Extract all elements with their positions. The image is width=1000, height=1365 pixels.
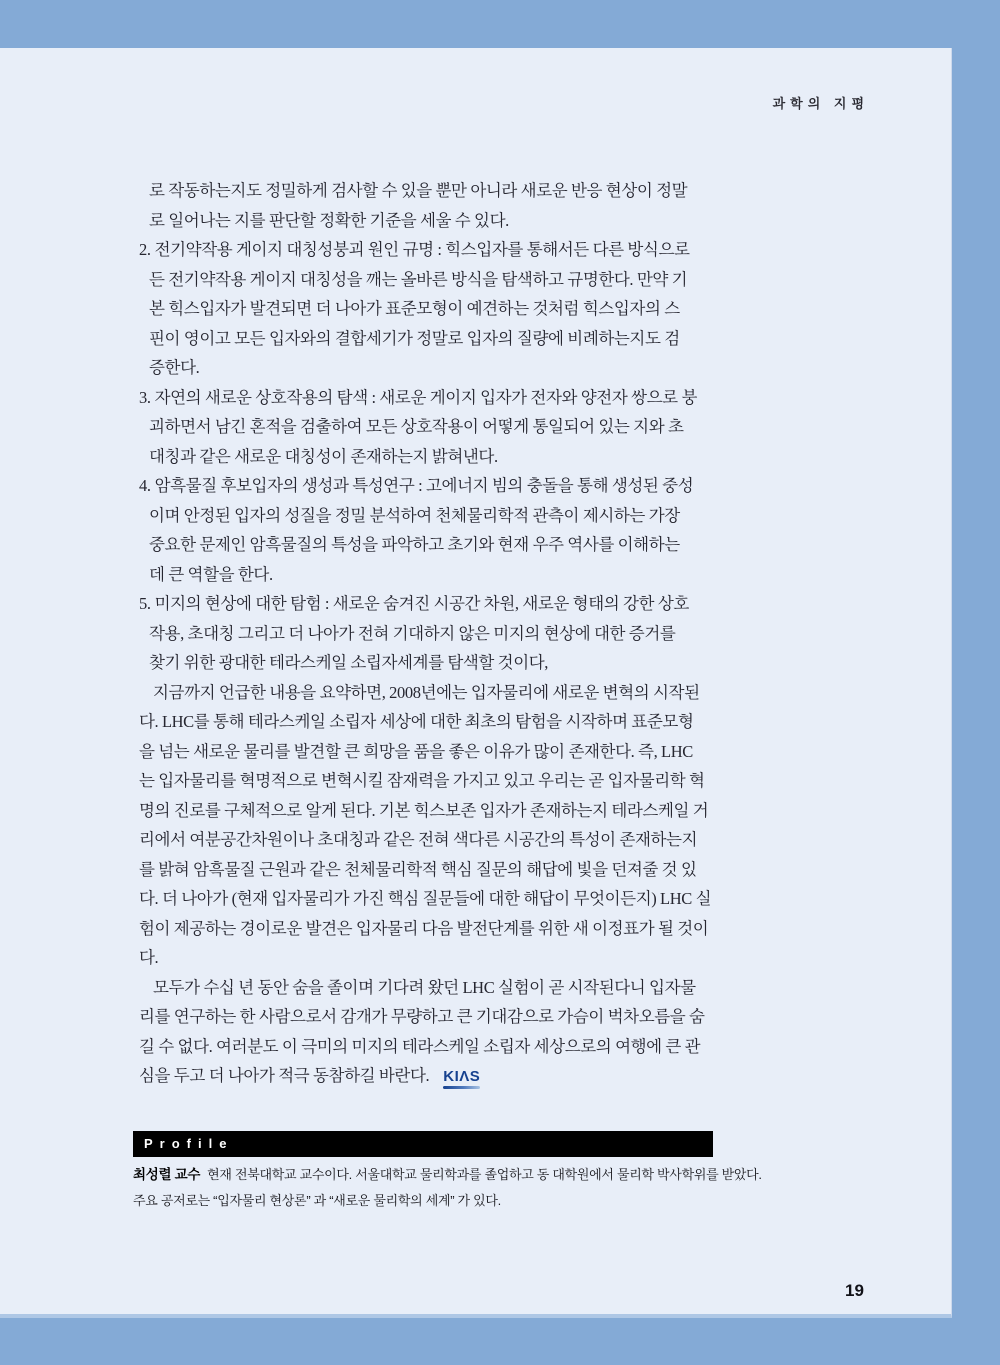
- kias-logo: [443, 1069, 480, 1089]
- list-item-number: 4.: [139, 476, 151, 495]
- text-line-content: 다. LHC를 통해 테라스케일 소립자 세상에 대한 최초의 탐험을 시작하며 표준모형: [139, 712, 694, 731]
- text-line: [139, 1002, 739, 1032]
- list-item-number: 2.: [139, 240, 151, 259]
- text-line: [139, 737, 739, 767]
- text-line: [139, 442, 739, 472]
- text-line-content: 든 전기약작용 게이지 대칭성을 깨는 올바른 방식을 탐색하고 규명한다. 만약 기: [149, 269, 688, 289]
- text-line-content: 작용, 초대칭 그리고 더 나아가 전혀 기대하지 않은 미지의 현상에 대한 증거를: [149, 623, 676, 643]
- text-line: [139, 383, 739, 413]
- kias-logo-text: KIΛS: [443, 1068, 481, 1085]
- text-line-content: 핀이 영이고 모든 입자와의 결합세기가 정말로 입자의 질량에 비례하는지도 검: [149, 328, 680, 348]
- text-line: [139, 766, 739, 796]
- text-line-content: 로 일어나는 지를 판단할 정확한 기준을 세울 수 있다.: [149, 210, 509, 230]
- text-line-content: 중요한 문제인 암흑물질의 특성을 파악하고 초기와 현재 우주 역사를 이해하는: [149, 535, 680, 554]
- text-line: [139, 176, 739, 206]
- list-item-number: 3.: [139, 387, 151, 407]
- text-line-content: 을 넘는 새로운 물리를 발견할 큰 희망을 품을 좋은 이유가 많이 존재한다. 즉, LHC: [139, 741, 693, 761]
- profile-line-2: 주요 공저로는 “입자물리 현상론” 과 “새로운 물리학의 세계” 가 있다.: [133, 1193, 501, 1208]
- kias-logo-underline: [443, 1086, 480, 1089]
- text-line-content: 증한다.: [149, 358, 200, 377]
- text-line: [139, 294, 739, 324]
- text-line: [139, 501, 739, 531]
- text-line-content: 험이 제공하는 경이로운 발견은 입자물리 다음 발전단계를 위한 새 이정표가 될 것이: [139, 918, 709, 938]
- profile-line-1: [133, 1162, 762, 1188]
- text-line: [139, 973, 739, 1003]
- article-text: [139, 176, 739, 1091]
- text-line-content: 리에서 여분공간차원이나 초대칭과 같은 전혀 색다른 시공간의 특성이 존재하는지: [139, 830, 698, 849]
- text-line-content: 로 작동하는지도 정밀하게 검사할 수 있을 뿐만 아니라 새로운 반응 현상이 정말: [149, 181, 688, 200]
- text-line-content: 본 힉스입자가 발견되면 더 나아가 표준모형이 예견하는 것처럼 힉스입자의 스: [149, 299, 680, 318]
- list-item-number: 5.: [139, 594, 151, 613]
- text-line: [139, 530, 739, 560]
- text-line-content: 모두가 수십 년 동안 숨을 졸이며 기다려 왔던 LHC 실험이 곧 시작된다니 입자물: [153, 977, 696, 997]
- text-line-content: 데 큰 역할을 한다.: [149, 564, 273, 584]
- text-line: [139, 1061, 739, 1091]
- text-line-content: 찾기 위한 광대한 테라스케일 소립자세계를 탐색할 것이다,: [149, 653, 549, 672]
- page: [0, 48, 952, 1318]
- text-line: [139, 353, 739, 383]
- text-line: [139, 560, 739, 590]
- profile-author-name: 최성렬 교수: [133, 1167, 201, 1182]
- text-line-content: 대칭과 같은 새로운 대칭성이 존재하는지 밝혀낸다.: [149, 446, 498, 466]
- text-line-content: 전기약작용 게이지 대칭성붕괴 원인 규명 : 힉스입자를 통해서든 다른 방식으로: [154, 240, 690, 259]
- text-line-content: 자연의 새로운 상호작용의 탐색 : 새로운 게이지 입자가 전자와 양전자 쌍으로 붕: [154, 387, 697, 407]
- profile-text: [133, 1162, 762, 1214]
- text-line: [139, 648, 739, 678]
- text-line-content: 리를 연구하는 한 사람으로서 감개가 무량하고 큰 기대감으로 가슴이 벅차오름을 숨: [139, 1007, 705, 1026]
- text-line: [139, 589, 739, 619]
- text-line: [139, 235, 739, 265]
- text-line: [139, 1032, 739, 1062]
- text-line: [139, 678, 739, 708]
- text-line: [139, 825, 739, 855]
- text-line-content: 심을 두고 더 나아가 적극 동참하길 바란다.: [139, 1066, 430, 1085]
- text-line-content: 미지의 현상에 대한 탐험 : 새로운 숨겨진 시공간 차원, 새로운 형태의 강한 상호: [154, 594, 689, 613]
- text-line-content: 지금까지 언급한 내용을 요약하면, 2008년에는 입자물리에 새로운 변혁의 시작된: [153, 682, 700, 702]
- text-line: [139, 707, 739, 737]
- text-line: [139, 471, 739, 501]
- text-line-content: 는 입자물리를 혁명적으로 변혁시킬 잠재력을 가지고 있고 우리는 곧 입자물리학 혁: [139, 771, 705, 790]
- text-line: [139, 914, 739, 944]
- text-line-content: 괴하면서 남긴 혼적을 검출하여 모든 상호작용이 어떻게 통일되어 있는 지와 초: [149, 417, 684, 436]
- text-line-content: 다. 더 나아가 (현재 입자물리가 가진 핵심 질문들에 대한 해답이 무엇이든지) LHC 실: [139, 889, 712, 908]
- text-line: [139, 265, 739, 295]
- text-line: [139, 206, 739, 236]
- text-line-content: 길 수 없다. 여러분도 이 극미의 미지의 테라스케일 소립자 세상으로의 여행에 큰 관: [139, 1036, 701, 1056]
- text-line: [139, 796, 739, 826]
- text-line: [139, 412, 739, 442]
- text-line: [139, 884, 739, 914]
- text-line-content: 다.: [139, 948, 159, 967]
- text-line: [139, 619, 739, 649]
- page-number: 19: [845, 1281, 864, 1300]
- profile-bio: 현재 전북대학교 교수이다. 서울대학교 물리학과를 졸업하고 동 대학원에서 물리학 박사학위를 받았다.: [207, 1167, 762, 1182]
- text-line-content: 를 밝혀 암흑물질 근원과 같은 천체물리학적 핵심 질문의 해답에 빛을 던져줄 것 있: [139, 859, 697, 879]
- text-line: [139, 943, 739, 973]
- profile-bar-label: Profile: [144, 1136, 234, 1151]
- profile-section-bar: [133, 1131, 713, 1157]
- text-line-content: 암흑물질 후보입자의 생성과 특성연구 : 고에너지 빔의 충돌을 통해 생성된 중성: [154, 476, 694, 495]
- running-head: 과학의 지평: [772, 96, 869, 111]
- text-line-content: 명의 진로를 구체적으로 알게 된다. 기본 힉스보존 입자가 존재하는지 테라스케일 거: [139, 800, 709, 820]
- text-line: [139, 324, 739, 354]
- text-line: [139, 855, 739, 885]
- text-line-content: 이며 안정된 입자의 성질을 정밀 분석하여 천체물리학적 관측이 제시하는 가장: [149, 505, 680, 525]
